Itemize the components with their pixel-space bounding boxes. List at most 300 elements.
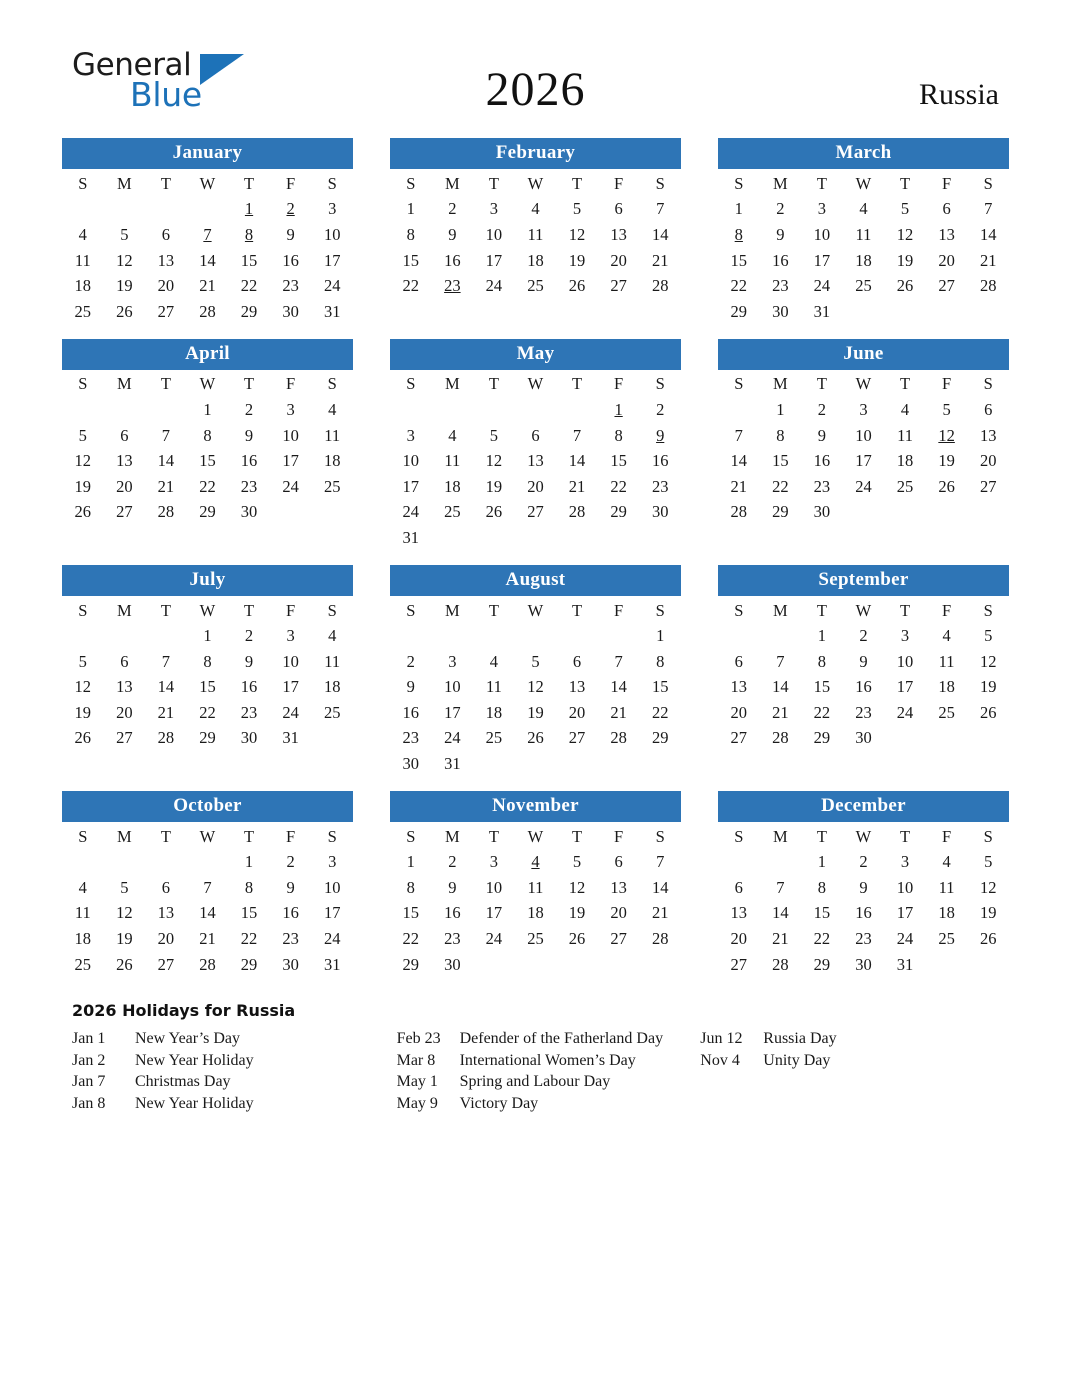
weekday-header: T (816, 600, 827, 620)
legend-item-name: New Year Holiday (135, 1051, 254, 1069)
day-cell: 29 (199, 502, 216, 522)
weekday-header: W (199, 173, 216, 193)
weekday-header: T (571, 826, 583, 846)
weekday-header: S (78, 826, 88, 846)
day-cell: 18 (74, 929, 92, 949)
day-cell: 6 (614, 852, 623, 872)
day-cell: 21 (199, 276, 216, 296)
day-cell: 18 (444, 476, 461, 496)
day-cell: 27 (116, 502, 133, 522)
day-cell: 4 (489, 651, 499, 671)
day-cell: 7 (776, 651, 785, 671)
weekday-header: W (527, 600, 544, 620)
weekday-header: S (734, 826, 744, 846)
week-row (62, 875, 353, 901)
weekday-header: T (899, 173, 911, 193)
day-cell: 28 (772, 728, 789, 748)
day-cell: 29 (730, 301, 748, 321)
week-row (718, 901, 1009, 927)
week-row (718, 952, 1009, 978)
day-cell: 19 (568, 250, 586, 270)
legend-columns (72, 1028, 999, 1114)
day-cell: 22 (730, 276, 748, 296)
day-cell: 14 (651, 224, 669, 244)
weekday-header: S (406, 600, 416, 620)
day-cell-empty (515, 952, 557, 978)
day-cell: 28 (651, 276, 669, 296)
week-row (390, 952, 681, 978)
day-cell: 2 (244, 626, 254, 646)
page-title-year: 2026 (485, 63, 586, 116)
month-row (62, 138, 1009, 325)
day-cell: 10 (855, 425, 872, 445)
day-cell-holiday: 2 (286, 199, 295, 219)
day-cell: 5 (984, 852, 993, 872)
week-row (62, 397, 353, 423)
day-cell: 15 (772, 451, 789, 471)
day-cell: 1 (406, 852, 415, 872)
day-cell: 18 (896, 451, 914, 471)
day-cell: 14 (157, 677, 175, 697)
day-cell: 20 (610, 903, 627, 923)
month-name-header: April (62, 339, 353, 370)
month-day-grid (718, 171, 1009, 325)
weekday-header: M (117, 826, 132, 846)
weekday-header-row (62, 824, 353, 850)
day-cell: 28 (979, 276, 997, 296)
weekday-header: S (327, 600, 337, 620)
day-cell: 21 (772, 929, 789, 949)
day-cell: 31 (896, 954, 914, 974)
day-cell: 2 (406, 651, 415, 671)
day-cell: 17 (485, 250, 503, 270)
day-cell: 9 (859, 877, 868, 897)
day-cell: 10 (323, 877, 341, 897)
day-cell: 13 (979, 425, 997, 445)
week-row (718, 423, 1009, 449)
weekday-header: T (243, 826, 255, 846)
day-cell: 31 (444, 754, 461, 774)
day-cell: 26 (979, 929, 997, 949)
day-cell: 19 (938, 451, 955, 471)
weekday-header: S (406, 374, 416, 394)
day-cell: 2 (448, 852, 457, 872)
day-cell: 3 (328, 199, 337, 219)
day-cell: 31 (813, 301, 831, 321)
month-row (62, 339, 1009, 551)
day-cell: 7 (734, 425, 743, 445)
day-cell: 10 (896, 877, 914, 897)
day-cell: 20 (730, 929, 748, 949)
month-day-grid (62, 372, 353, 526)
day-cell: 10 (813, 224, 831, 244)
day-cell: 30 (651, 502, 669, 522)
day-cell-empty (104, 849, 146, 875)
day-cell: 22 (402, 276, 420, 296)
day-cell: 22 (240, 929, 258, 949)
day-cell: 11 (938, 877, 955, 897)
weekday-header: T (488, 173, 499, 193)
week-row (718, 248, 1009, 274)
day-cell: 6 (120, 425, 129, 445)
day-cell-empty (62, 397, 104, 423)
week-row (62, 649, 353, 675)
day-cell: 12 (527, 677, 544, 697)
day-cell-empty (145, 849, 187, 875)
day-cell: 17 (323, 250, 341, 270)
day-cell: 28 (651, 929, 669, 949)
day-cell-empty (926, 726, 968, 752)
week-row (718, 222, 1009, 248)
day-cell: 2 (448, 199, 457, 219)
legend-item-name: New Year Holiday (135, 1094, 254, 1112)
day-cell: 18 (938, 677, 955, 697)
legend-title: 2026 Holidays for Russia (72, 1001, 296, 1021)
month-december (718, 791, 1009, 978)
day-cell: 5 (572, 852, 582, 872)
weekday-header: T (488, 374, 499, 394)
day-cell: 6 (572, 651, 582, 671)
month-name-header: May (390, 339, 681, 370)
day-cell: 11 (444, 451, 461, 471)
day-cell: 25 (938, 702, 955, 722)
day-cell: 17 (323, 903, 341, 923)
week-row (718, 197, 1009, 223)
weekday-header: S (983, 600, 993, 620)
weekday-header: S (327, 173, 337, 193)
day-cell: 16 (282, 250, 299, 270)
weekday-header: T (816, 374, 827, 394)
weekday-header: S (327, 826, 337, 846)
month-february (390, 138, 681, 325)
day-cell: 29 (813, 954, 831, 974)
day-cell: 30 (444, 954, 461, 974)
day-cell: 31 (402, 527, 420, 547)
day-cell: 19 (979, 677, 997, 697)
day-cell: 20 (568, 702, 586, 722)
day-cell: 30 (402, 754, 420, 774)
day-cell: 23 (651, 476, 669, 496)
day-cell: 27 (157, 954, 175, 974)
day-cell: 26 (527, 728, 544, 748)
week-row (62, 623, 353, 649)
week-row (62, 222, 353, 248)
day-cell: 12 (568, 877, 586, 897)
week-row (390, 474, 681, 500)
legend-item-date: Nov 4 (700, 1051, 740, 1069)
day-cell: 28 (199, 954, 216, 974)
day-cell: 3 (489, 852, 499, 872)
day-cell: 23 (444, 929, 461, 949)
month-day-grid (718, 824, 1009, 978)
day-cell: 9 (244, 651, 254, 671)
weekday-header-row (718, 598, 1009, 624)
day-cell-holiday: 1 (614, 399, 623, 419)
legend-item (700, 1050, 999, 1072)
day-cell: 19 (74, 476, 92, 496)
week-row (718, 849, 1009, 875)
day-cell: 29 (402, 954, 420, 974)
day-cell: 22 (610, 476, 627, 496)
day-cell: 8 (203, 425, 212, 445)
day-cell: 1 (817, 852, 827, 872)
day-cell: 5 (120, 224, 129, 244)
weekday-header: T (816, 826, 827, 846)
weekday-header-row (718, 824, 1009, 850)
weekday-header: S (327, 374, 337, 394)
day-cell: 9 (448, 877, 457, 897)
day-cell-empty (390, 397, 432, 423)
day-cell: 10 (323, 224, 341, 244)
day-cell: 17 (282, 451, 299, 471)
day-cell: 27 (157, 301, 175, 321)
day-cell: 20 (116, 476, 133, 496)
day-cell-empty (639, 751, 681, 777)
day-cell: 7 (656, 199, 665, 219)
day-cell: 3 (286, 399, 295, 419)
day-cell: 11 (527, 877, 544, 897)
weekday-header: M (117, 374, 132, 394)
day-cell: 25 (485, 728, 503, 748)
day-cell: 7 (203, 877, 212, 897)
day-cell: 23 (855, 929, 872, 949)
day-cell: 13 (568, 677, 586, 697)
day-cell: 27 (527, 502, 544, 522)
day-cell: 5 (78, 651, 87, 671)
day-cell: 8 (614, 425, 623, 445)
legend-item-name: Unity Day (763, 1051, 831, 1069)
day-cell: 18 (527, 250, 544, 270)
legend-item (700, 1028, 999, 1050)
day-cell: 23 (855, 702, 872, 722)
day-cell: 12 (74, 451, 92, 471)
weekday-header: F (614, 173, 624, 193)
week-row (390, 500, 681, 526)
day-cell: 24 (282, 702, 299, 722)
month-july (62, 565, 353, 777)
day-cell: 14 (610, 677, 627, 697)
week-row (718, 448, 1009, 474)
day-cell: 23 (282, 929, 299, 949)
day-cell: 15 (813, 677, 831, 697)
day-cell: 23 (240, 702, 258, 722)
month-march (718, 138, 1009, 325)
day-cell: 19 (116, 276, 133, 296)
weekday-header: T (488, 600, 499, 620)
month-name-header: September (718, 565, 1009, 596)
day-cell: 21 (568, 476, 586, 496)
week-row (390, 926, 681, 952)
page-title-country: Russia (918, 78, 999, 111)
day-cell-empty (639, 525, 681, 551)
day-cell: 28 (199, 301, 216, 321)
day-cell: 2 (244, 399, 254, 419)
day-cell: 25 (74, 954, 92, 974)
week-row (390, 875, 681, 901)
day-cell: 15 (402, 250, 420, 270)
weekday-header: M (773, 374, 788, 394)
day-cell: 16 (855, 903, 872, 923)
day-cell: 8 (406, 877, 415, 897)
day-cell-empty (556, 397, 598, 423)
weekday-header: M (117, 600, 132, 620)
legend-item (72, 1071, 397, 1093)
day-cell-empty (145, 397, 187, 423)
week-row (62, 952, 353, 978)
day-cell-empty (515, 751, 557, 777)
day-cell-empty (187, 849, 229, 875)
day-cell: 9 (448, 224, 457, 244)
day-cell: 11 (855, 224, 872, 244)
day-cell: 23 (813, 476, 831, 496)
day-cell: 25 (323, 702, 341, 722)
week-row (390, 675, 681, 701)
day-cell: 25 (896, 476, 914, 496)
day-cell: 3 (448, 651, 457, 671)
day-cell: 2 (286, 852, 295, 872)
month-june (718, 339, 1009, 551)
day-cell: 6 (614, 199, 623, 219)
day-cell: 16 (651, 451, 669, 471)
day-cell: 10 (896, 651, 914, 671)
weekday-header: W (855, 374, 872, 394)
weekday-header: W (855, 826, 872, 846)
weekday-header-row (718, 171, 1009, 197)
day-cell: 14 (772, 903, 789, 923)
weekday-header-row (390, 171, 681, 197)
day-cell: 30 (282, 301, 299, 321)
day-cell: 14 (199, 250, 216, 270)
month-day-grid (390, 171, 681, 299)
day-cell: 18 (323, 677, 341, 697)
legend-column (700, 1028, 999, 1114)
day-cell: 18 (527, 903, 544, 923)
day-cell: 10 (402, 451, 420, 471)
day-cell-empty (473, 623, 515, 649)
day-cell: 20 (157, 929, 175, 949)
day-cell: 13 (730, 903, 748, 923)
week-row (390, 901, 681, 927)
day-cell: 18 (938, 903, 955, 923)
day-cell-empty (473, 952, 515, 978)
day-cell: 10 (282, 425, 299, 445)
legend-item-date: Jan 2 (72, 1051, 106, 1069)
day-cell-empty (145, 197, 187, 223)
weekday-header: T (160, 173, 171, 193)
day-cell: 12 (116, 250, 133, 270)
week-row (390, 751, 681, 777)
weekday-header: F (942, 374, 952, 394)
day-cell: 4 (328, 626, 337, 646)
day-cell: 19 (74, 702, 92, 722)
weekday-header: F (286, 826, 296, 846)
weekday-header: T (571, 600, 583, 620)
month-row (62, 565, 1009, 777)
day-cell: 21 (651, 903, 669, 923)
day-cell: 8 (776, 425, 785, 445)
day-cell: 31 (323, 954, 341, 974)
day-cell: 21 (199, 929, 216, 949)
weekday-header: S (406, 173, 416, 193)
day-cell-empty (884, 726, 926, 752)
day-cell: 21 (979, 250, 997, 270)
day-cell-holiday: 4 (531, 852, 540, 872)
day-cell: 24 (402, 502, 420, 522)
week-row (62, 248, 353, 274)
day-cell-empty (967, 952, 1009, 978)
day-cell: 15 (402, 903, 420, 923)
day-cell: 11 (74, 903, 91, 923)
legend-column (72, 1028, 397, 1114)
month-september (718, 565, 1009, 777)
weekday-header: W (527, 826, 544, 846)
week-row (390, 397, 681, 423)
day-cell-empty (104, 397, 146, 423)
week-row (718, 299, 1009, 325)
day-cell: 10 (282, 651, 299, 671)
day-cell: 24 (813, 276, 831, 296)
day-cell: 5 (572, 199, 582, 219)
legend-item-date: Feb 23 (396, 1030, 441, 1048)
day-cell: 19 (527, 702, 544, 722)
calendar-months-grid (0, 138, 1071, 977)
weekday-header: T (571, 173, 583, 193)
day-cell-empty (62, 623, 104, 649)
day-cell-empty (270, 500, 312, 526)
day-cell: 11 (485, 677, 502, 697)
week-row (62, 474, 353, 500)
day-cell-empty (843, 299, 885, 325)
day-cell: 26 (74, 728, 92, 748)
day-cell: 4 (531, 199, 540, 219)
day-cell-empty (311, 500, 353, 526)
weekday-header: S (734, 374, 744, 394)
day-cell-empty (515, 397, 557, 423)
day-cell: 6 (531, 425, 540, 445)
weekday-header: W (199, 374, 216, 394)
day-cell-empty (556, 623, 598, 649)
day-cell: 21 (157, 476, 175, 496)
weekday-header-row (62, 598, 353, 624)
day-cell: 11 (74, 250, 91, 270)
day-cell-empty (760, 849, 802, 875)
day-cell-empty (390, 623, 432, 649)
week-row (718, 726, 1009, 752)
day-cell: 14 (979, 224, 997, 244)
day-cell-empty (515, 623, 557, 649)
day-cell: 13 (610, 877, 627, 897)
day-cell: 2 (656, 399, 665, 419)
week-row (62, 197, 353, 223)
day-cell: 28 (157, 728, 175, 748)
day-cell: 9 (406, 677, 415, 697)
day-cell-empty (104, 197, 146, 223)
day-cell: 30 (240, 502, 258, 522)
day-cell: 26 (116, 954, 133, 974)
weekday-header: W (855, 173, 872, 193)
day-cell: 26 (116, 301, 133, 321)
weekday-header: F (614, 600, 624, 620)
week-row (718, 474, 1009, 500)
day-cell-empty (104, 623, 146, 649)
weekday-header: W (855, 600, 872, 620)
day-cell: 20 (157, 276, 175, 296)
day-cell: 6 (942, 199, 951, 219)
day-cell-empty (926, 299, 968, 325)
weekday-header: T (899, 374, 911, 394)
week-row (718, 675, 1009, 701)
day-cell: 17 (402, 476, 420, 496)
